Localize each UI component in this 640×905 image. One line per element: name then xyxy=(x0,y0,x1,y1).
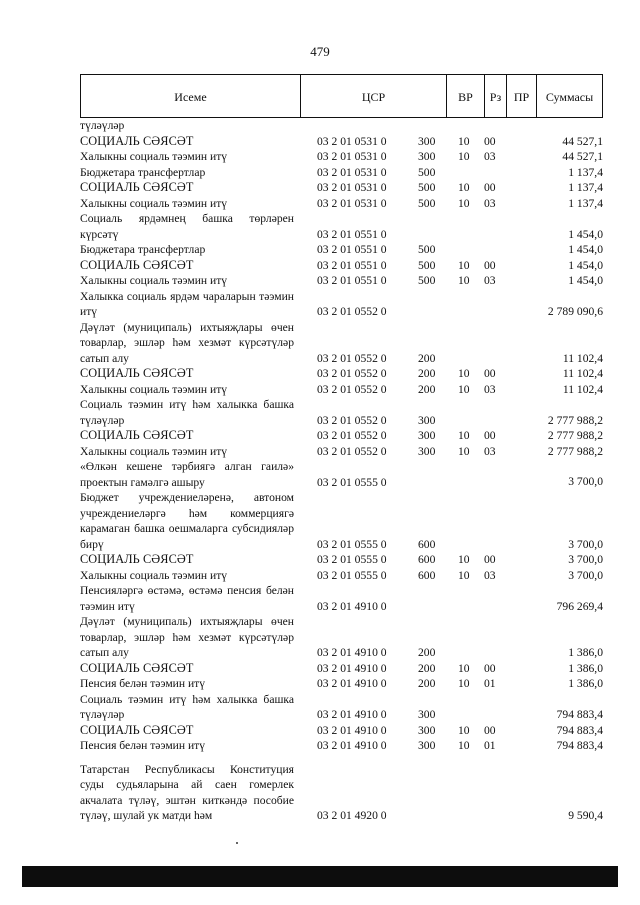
table-row xyxy=(80,382,640,398)
row-name: СОЦИАЛЬ СӘЯСӘТ xyxy=(80,428,194,442)
row-rz: 10 xyxy=(458,553,470,566)
table-row xyxy=(80,552,640,568)
row-csr: 03 2 01 0552 0 xyxy=(317,429,387,442)
row-pr: 00 xyxy=(484,553,496,566)
row-pr: 03 xyxy=(484,196,496,210)
row-csr: 03 2 01 0531 0 xyxy=(317,181,387,194)
row-vr: 500 xyxy=(418,274,436,287)
row-name: Социаль тәэмин итү һәм халыкка башка түләүләр xyxy=(80,692,294,721)
table-row xyxy=(80,661,640,677)
row-sum: 3 700,0 xyxy=(568,537,603,551)
row-csr: 03 2 01 4910 0 xyxy=(317,677,387,690)
row-sum: 794 883,4 xyxy=(556,723,603,737)
row-name: СОЦИАЛЬ СӘЯСӘТ xyxy=(80,552,194,566)
row-sum: 2 777 988,2 xyxy=(547,413,603,427)
row-pr: 00 xyxy=(484,661,496,675)
row-csr: 03 2 01 0551 0 xyxy=(317,274,387,287)
row-sum: 1 386,0 xyxy=(568,646,603,659)
row-csr: 03 2 01 4910 0 xyxy=(317,723,387,737)
table-row xyxy=(80,273,640,289)
row-vr: 600 xyxy=(418,537,436,551)
row-vr: 300 xyxy=(418,150,436,163)
table-row xyxy=(80,676,640,692)
row-sum: 3 700,0 xyxy=(568,568,603,582)
row-sum: 3 700,0 xyxy=(568,553,603,566)
row-sum: 3 700,0 xyxy=(568,475,603,488)
row-vr: 200 xyxy=(418,367,436,380)
row-rz: 10 xyxy=(458,382,470,396)
row-name: Пенсия белән тәэмин итү xyxy=(80,677,206,690)
row-name: Пенсияләргә өстәмә, өстәмә пенсия белән тәэмин итү xyxy=(80,584,294,613)
row-vr: 200 xyxy=(418,382,436,396)
row-vr: 500 xyxy=(418,181,436,194)
row-name: Халыкны социаль тәэмин итү xyxy=(80,274,228,287)
row-pr: 03 xyxy=(484,274,496,287)
row-name: Халыкны социаль тәэмин итү xyxy=(80,382,228,396)
row-csr: 03 2 01 0555 0 xyxy=(317,568,387,582)
table-header xyxy=(80,74,603,118)
table-row xyxy=(80,583,640,614)
table-body xyxy=(80,118,640,824)
row-sum: 1 386,0 xyxy=(568,677,603,690)
table-row xyxy=(80,738,640,754)
row-pr: 03 xyxy=(484,382,496,396)
row-csr: 03 2 01 4920 0 xyxy=(317,809,387,822)
row-rz: 10 xyxy=(458,134,470,148)
row-sum: 1 386,0 xyxy=(568,661,603,675)
row-sum: 794 883,4 xyxy=(556,708,603,721)
row-sum: 11 102,4 xyxy=(562,382,603,396)
row-sum: 794 883,4 xyxy=(556,739,603,752)
row-sum: 9 590,4 xyxy=(568,809,603,822)
row-vr: 600 xyxy=(418,568,436,582)
row-sum: 796 269,4 xyxy=(556,599,603,613)
scan-bottom-bar xyxy=(22,866,618,887)
row-vr: 200 xyxy=(418,351,436,365)
table-row xyxy=(80,397,640,428)
table-row xyxy=(80,723,640,739)
table-row xyxy=(80,762,640,824)
row-rz: 10 xyxy=(458,429,470,442)
row-sum: 44 527,1 xyxy=(562,134,603,148)
table-row xyxy=(80,134,640,150)
row-pr: 01 xyxy=(484,677,496,690)
row-rz: 10 xyxy=(458,677,470,690)
table-row xyxy=(80,366,640,382)
row-name: Бюджет учреждениеләренә, автоном учреждениеләргә һәм коммерциягә карамаган башка оешмаларга субсидияләр бирү xyxy=(80,491,294,551)
table-row xyxy=(80,459,640,490)
row-pr: 03 xyxy=(484,150,496,163)
row-pr: 00 xyxy=(484,134,496,148)
row-vr: 500 xyxy=(418,165,436,179)
row-name: Пенсия белән тәэмин итү xyxy=(80,739,206,752)
row-name: СОЦИАЛЬ СӘЯСӘТ xyxy=(80,257,194,272)
row-rz: 10 xyxy=(458,723,470,737)
row-rz: 10 xyxy=(458,258,470,272)
row-name: Социаль тәэмин итү һәм халыкка башка түләүләр xyxy=(80,398,294,427)
row-csr: 03 2 01 0552 0 xyxy=(317,351,387,365)
row-csr: 03 2 01 0531 0 xyxy=(317,196,387,210)
table-row xyxy=(80,614,640,661)
header-rz: Рз xyxy=(484,75,506,117)
row-csr: 03 2 01 0552 0 xyxy=(317,444,387,458)
row-sum: 1 137,4 xyxy=(568,196,603,210)
row-name: СОЦИАЛЬ СӘЯСӘТ xyxy=(80,660,194,675)
row-csr: 03 2 01 4910 0 xyxy=(317,708,387,721)
row-name: Бюджетара трансфертлар xyxy=(80,243,206,256)
row-sum: 1 454,0 xyxy=(568,243,603,256)
row-rz: 10 xyxy=(458,568,470,582)
row-csr: 03 2 01 0551 0 xyxy=(317,243,387,256)
row-csr: 03 2 01 0531 0 xyxy=(317,165,387,179)
row-csr: 03 2 01 4910 0 xyxy=(317,599,387,613)
row-name: Халыкны социаль тәэмин итү xyxy=(80,196,228,210)
table-row xyxy=(80,211,640,242)
row-pr: 00 xyxy=(484,181,496,194)
header-pr: ПР xyxy=(506,75,536,117)
table-row xyxy=(80,242,640,258)
row-name: Социаль ярдәмнең башка төрләрен күрсәтү xyxy=(80,212,294,241)
table-row xyxy=(80,320,640,367)
row-vr: 500 xyxy=(418,258,436,272)
table-row xyxy=(80,490,640,552)
row-sum: 1 137,4 xyxy=(568,165,603,179)
row-csr: 03 2 01 0555 0 xyxy=(317,537,387,551)
row-rz: 10 xyxy=(458,444,470,458)
row-name: түләүләр xyxy=(80,119,125,132)
row-csr: 03 2 01 4910 0 xyxy=(317,739,387,752)
scan-speck xyxy=(236,842,238,844)
row-csr: 03 2 01 4910 0 xyxy=(317,646,387,659)
row-pr: 00 xyxy=(484,367,496,380)
row-name: СОЦИАЛЬ СӘЯСӘТ xyxy=(80,722,194,737)
row-pr: 03 xyxy=(484,444,496,458)
table-row xyxy=(80,149,640,165)
row-sum: 2 789 090,6 xyxy=(547,305,603,318)
header-name: Исеме xyxy=(80,75,300,117)
table-row xyxy=(80,289,640,320)
row-csr: 03 2 01 0552 0 xyxy=(317,367,387,380)
row-name: «Өлкән кешене тәрбиягә алган гаилә» проектын гамәлгә ашыру xyxy=(80,460,294,489)
row-name: СОЦИАЛЬ СӘЯСӘТ xyxy=(80,133,194,148)
row-rz: 10 xyxy=(458,181,470,194)
row-csr: 03 2 01 0552 0 xyxy=(317,305,387,318)
row-rz: 10 xyxy=(458,367,470,380)
row-vr: 300 xyxy=(418,413,436,427)
row-pr: 03 xyxy=(484,568,496,582)
row-name: Дәүләт (муниципаль) ихтыяҗлары өчен товарлар, эшләр һәм хезмәт күрсәтүләр сатып алу xyxy=(80,615,294,659)
row-pr: 00 xyxy=(484,723,496,737)
row-csr: 03 2 01 0531 0 xyxy=(317,150,387,163)
table-row xyxy=(80,568,640,584)
row-rz: 10 xyxy=(458,196,470,210)
row-sum: 2 777 988,2 xyxy=(547,444,603,458)
row-sum: 1 137,4 xyxy=(568,181,603,194)
row-rz: 10 xyxy=(458,661,470,675)
row-vr: 200 xyxy=(418,661,436,675)
row-vr: 600 xyxy=(418,553,436,566)
row-name: Халыкка социаль ярдәм чараларын тәэмин итү xyxy=(80,289,294,318)
row-sum: 11 102,4 xyxy=(562,351,603,365)
table-row xyxy=(80,444,640,460)
row-rz: 10 xyxy=(458,739,470,752)
header-csr: ЦСР xyxy=(300,75,446,117)
table-row xyxy=(80,118,640,134)
row-vr: 300 xyxy=(418,708,436,721)
row-sum: 11 102,4 xyxy=(562,367,603,380)
row-csr: 03 2 01 0551 0 xyxy=(317,227,387,241)
row-name: Дәүләт (муниципаль) ихтыяҗлары өчен товарлар, эшләр һәм хезмәт күрсәтүләр сатып алу xyxy=(80,320,294,365)
table-row xyxy=(80,165,640,181)
row-pr: 00 xyxy=(484,258,496,272)
row-sum: 1 454,0 xyxy=(568,227,603,241)
row-vr: 200 xyxy=(418,646,436,659)
row-pr: 01 xyxy=(484,739,496,752)
table-row xyxy=(80,428,640,444)
row-name: СОЦИАЛЬ СӘЯСӘТ xyxy=(80,180,194,194)
row-pr: 00 xyxy=(484,429,496,442)
table-row xyxy=(80,180,640,196)
row-vr: 300 xyxy=(418,723,436,737)
row-csr: 03 2 01 0552 0 xyxy=(317,382,387,396)
row-sum: 1 454,0 xyxy=(568,258,603,272)
row-vr: 300 xyxy=(418,444,436,458)
row-name: СОЦИАЛЬ СӘЯСӘТ xyxy=(80,366,194,380)
row-csr: 03 2 01 0551 0 xyxy=(317,258,387,272)
row-csr: 03 2 01 4910 0 xyxy=(317,661,387,675)
row-rz: 10 xyxy=(458,150,470,163)
page-number: 479 xyxy=(310,44,330,59)
row-name: Халыкны социаль тәэмин итү xyxy=(80,568,228,582)
table-row xyxy=(80,692,640,723)
row-csr: 03 2 01 0531 0 xyxy=(317,134,387,148)
row-name: Халыкны социаль тәэмин итү xyxy=(80,444,228,458)
row-vr: 200 xyxy=(418,677,436,690)
row-name: Татарстан Республикасы Конституция суды судьяларына ай саен гомерлек акчалата түләү, эштән киткәндә пособие түләү, шулай ук матди һәм xyxy=(80,762,294,822)
row-sum: 44 527,1 xyxy=(562,150,603,163)
row-vr: 300 xyxy=(418,739,436,752)
row-vr: 300 xyxy=(418,429,436,442)
table-row xyxy=(80,258,640,274)
row-sum: 1 454,0 xyxy=(568,274,603,287)
row-name: Бюджетара трансфертлар xyxy=(80,165,206,179)
row-csr: 03 2 01 0555 0 xyxy=(317,553,387,566)
row-vr: 500 xyxy=(418,196,436,210)
row-name: Халыкны социаль тәэмин итү xyxy=(80,150,228,163)
row-csr: 03 2 01 0555 0 xyxy=(317,475,387,489)
header-vr: ВР xyxy=(446,75,484,117)
row-sum: 2 777 988,2 xyxy=(547,429,603,442)
row-rz: 10 xyxy=(458,274,470,287)
row-csr: 03 2 01 0552 0 xyxy=(317,413,387,427)
row-vr: 500 xyxy=(418,243,436,256)
row-vr: 300 xyxy=(418,134,436,148)
header-sum: Суммасы xyxy=(536,75,603,117)
table-row xyxy=(80,196,640,212)
